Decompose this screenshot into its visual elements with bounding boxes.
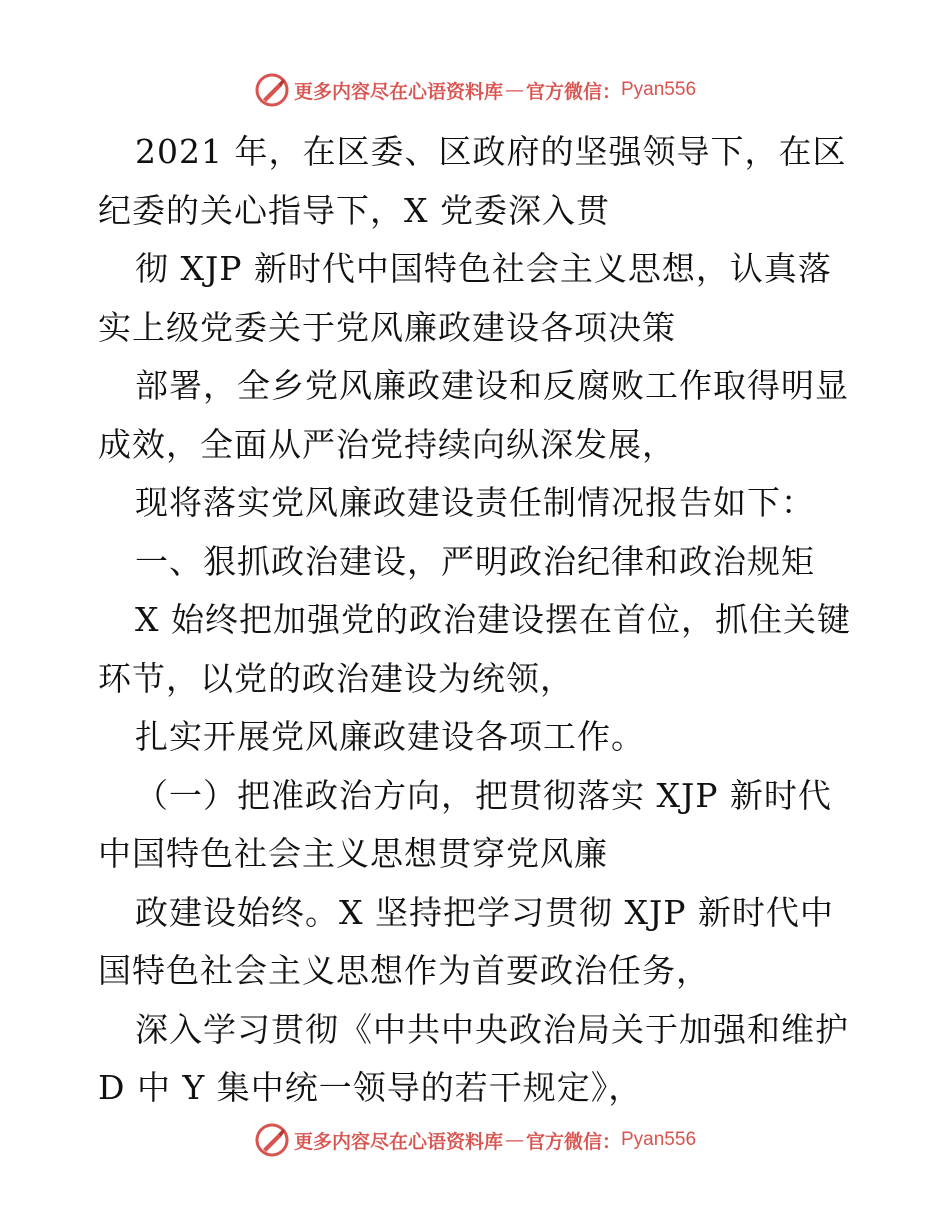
text-line: 政建设始终。X 坚持把学习贯彻 XJP 新时代中: [135, 892, 834, 932]
text-line: 一、狠抓政治建设，严明政治纪律和政治规矩: [135, 541, 815, 581]
banner-dash: —: [504, 79, 524, 101]
text-line: 彻 XJP 新时代中国特色社会主义思想，认真落: [135, 249, 832, 288]
text-line: 实上级党委关于党风廉政建设各项决策: [98, 307, 676, 347]
banner-wechat-id: Pyan556: [621, 1129, 697, 1150]
text-line: X 始终把加强党的政治建设摆在首位，抓住关键: [135, 600, 851, 639]
footer-banner: [0, 1120, 950, 1160]
text-line: 现将落实党风廉政建设责任制情况报告如下：: [135, 483, 815, 522]
text-line: 纪委的关心指导下，X 党委深入贯: [98, 190, 610, 230]
text-line: 环节，以党的政治建设为统领，: [98, 658, 574, 698]
banner-text: 更多内容尽在心语资料库: [293, 1130, 503, 1153]
banner-official: 官方微信：: [525, 80, 621, 103]
pen-logo-icon: [254, 72, 290, 108]
text-line: D 中 Y 集中统一领导的若干规定》，: [98, 1068, 643, 1107]
text-line: 中国特色社会主义思想贯穿党风廉: [98, 834, 608, 873]
text-line: 国特色社会主义思想作为首要政治任务，: [98, 951, 710, 990]
banner-official: 官方微信：: [525, 1130, 621, 1153]
header-banner: [0, 70, 950, 110]
text-line: 2021 年，在区委、区政府的坚强领导下，在区: [135, 132, 847, 171]
text-line: 成效，全面从严治党持续向纵深发展，: [98, 424, 676, 464]
text-line: 扎实开展党风廉政建设各项工作。: [135, 717, 645, 756]
banner-wechat-id: Pyan556: [621, 79, 697, 100]
text-line: 深入学习贯彻《中共中央政治局关于加强和维护: [135, 1009, 849, 1049]
banner-text: 更多内容尽在心语资料库: [293, 80, 503, 103]
banner-dash: —: [504, 1129, 524, 1151]
text-line: （一）把准政治方向，把贯彻落实 XJP 新时代: [135, 775, 832, 815]
text-line: 部署，全乡党风廉政建设和反腐败工作取得明显: [135, 366, 849, 405]
document-body: [98, 123, 858, 1118]
pen-logo-icon: [254, 1122, 290, 1158]
